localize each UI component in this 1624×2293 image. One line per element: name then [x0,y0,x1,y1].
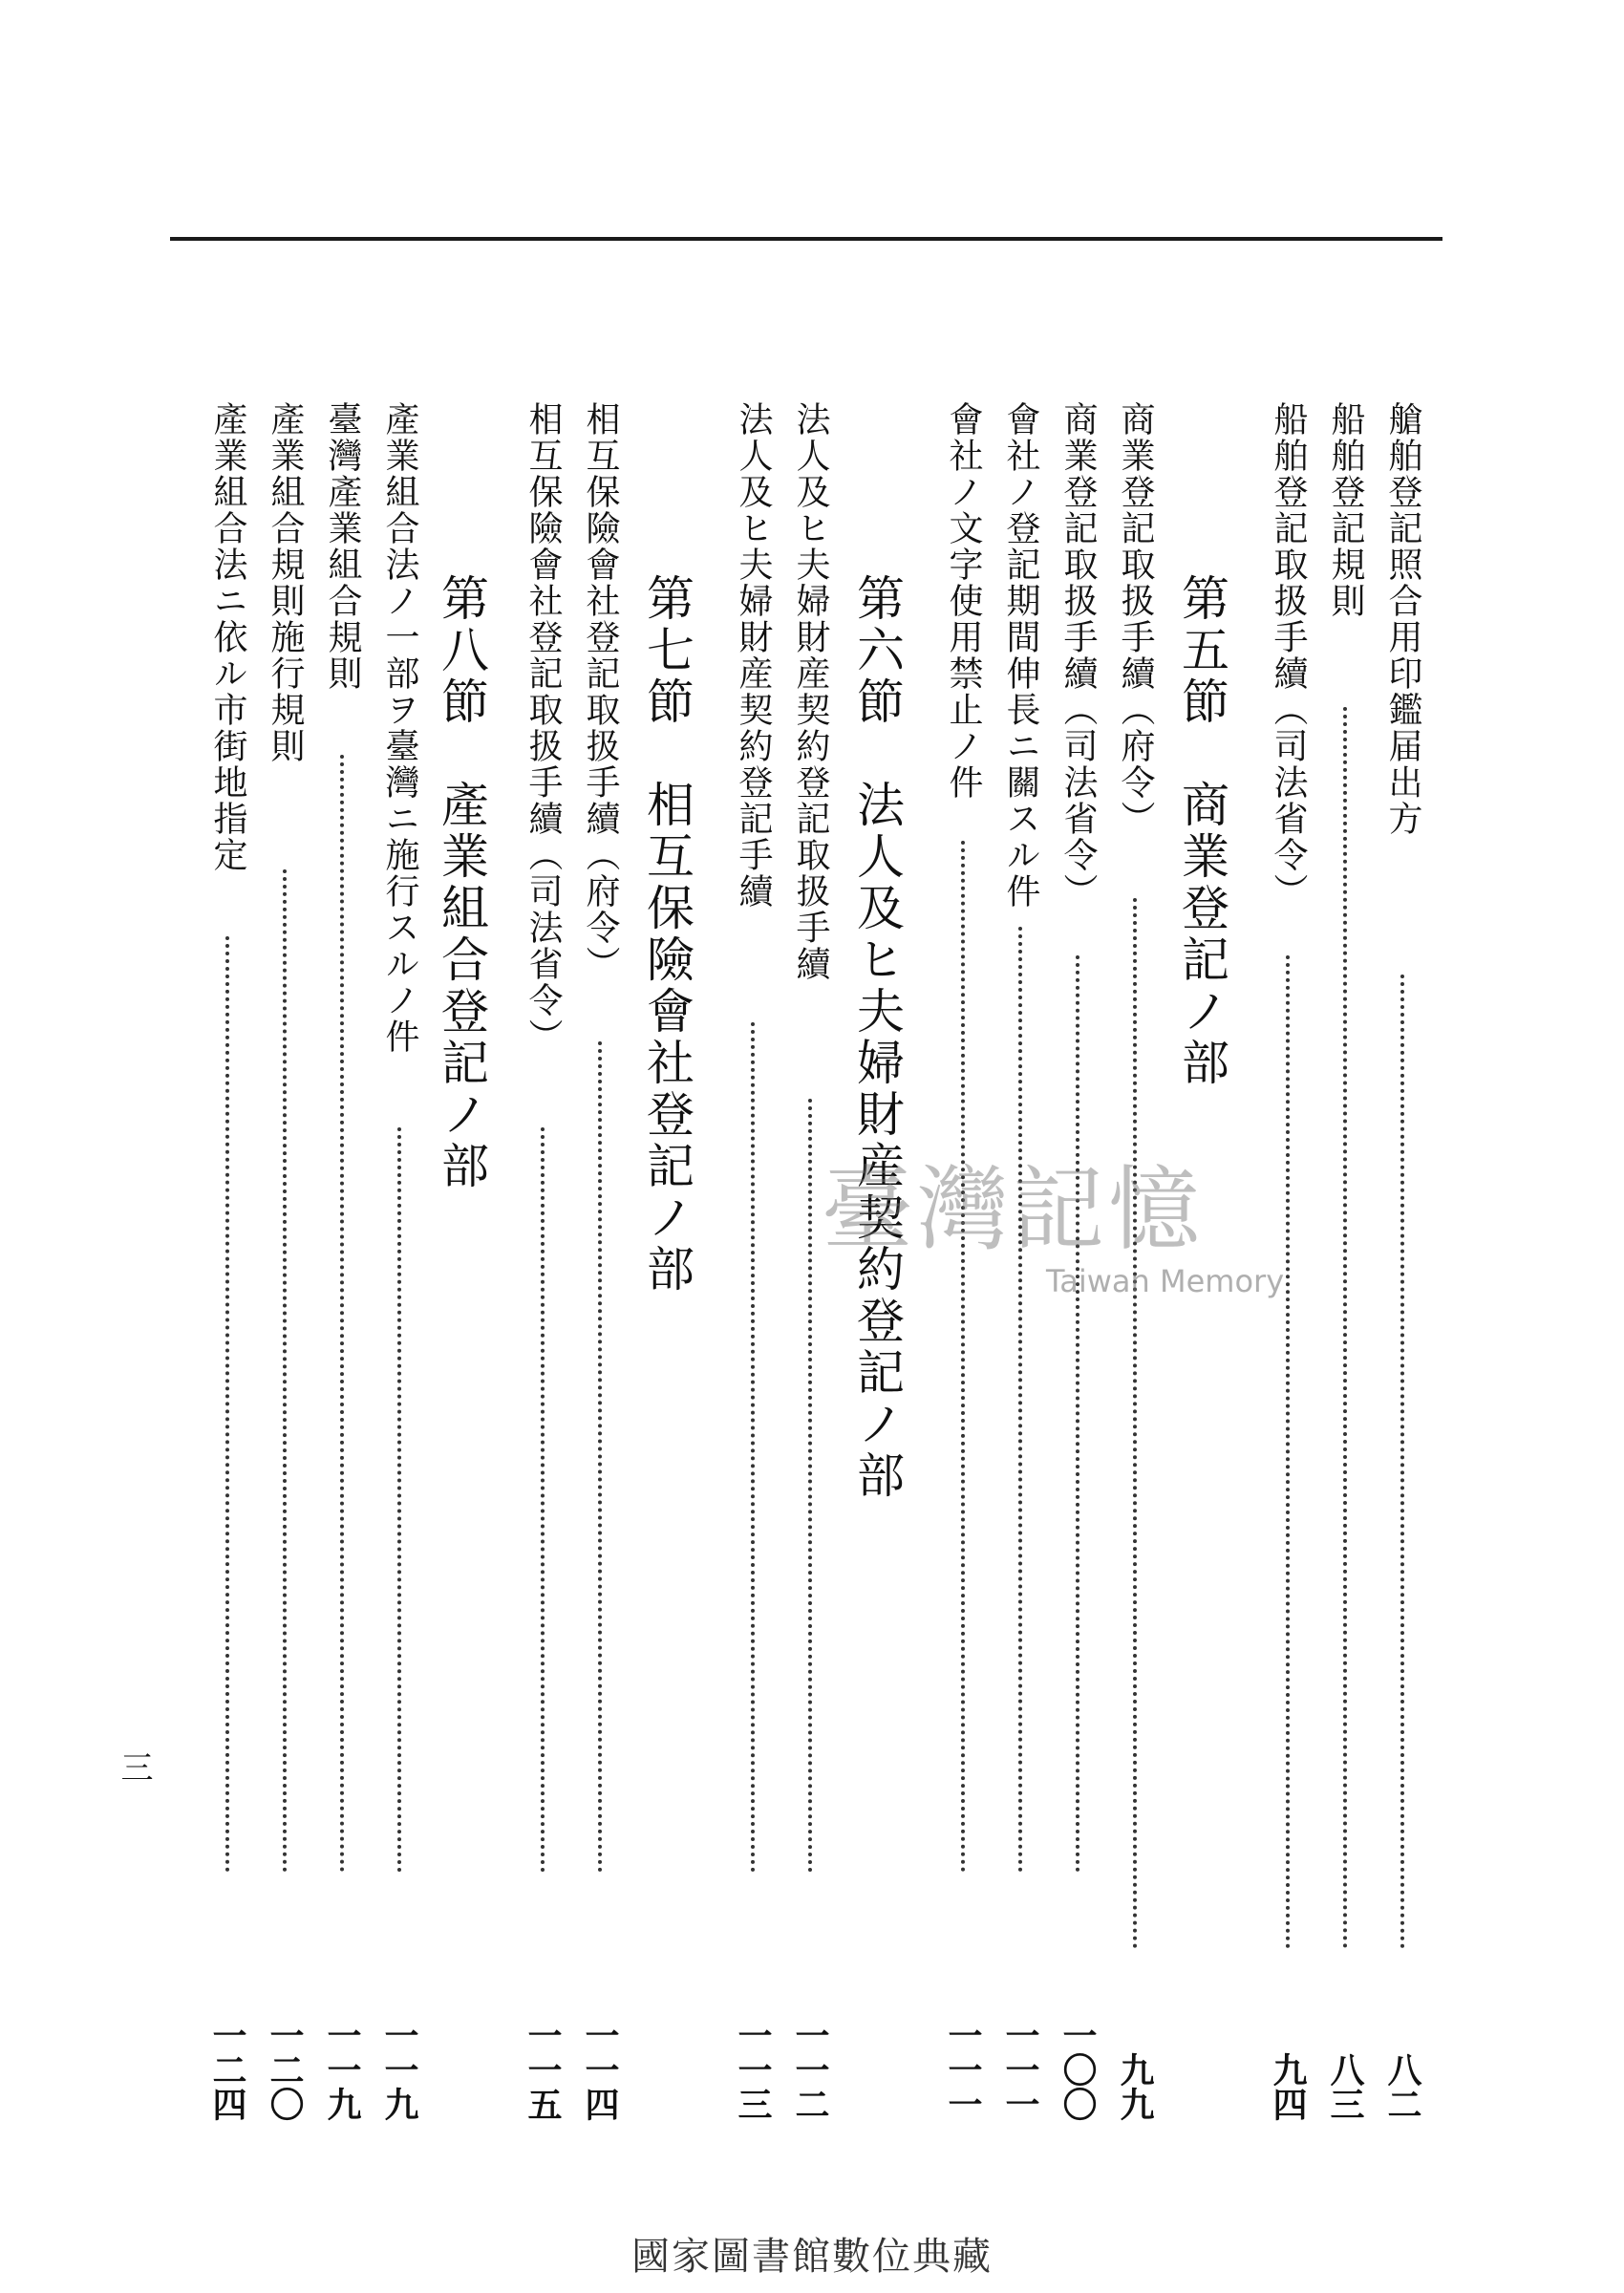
section-heading [640,573,694,2293]
dot-leader [1133,898,1137,1949]
dot-leader [283,869,287,1873]
dot-leader [225,936,229,1873]
entry-title: 商業登記取扱手續（司法省令） [1058,401,1098,910]
entry-title: 產業組合法ノ一部ヲ臺灣ニ施行スルノ件 [380,401,419,1055]
entry-title: 相互保險會社登記取扱手續（司法省令） [524,401,563,1055]
entry-page: 一二四 [207,2018,247,2121]
watermark-text: Taiwan Memory [1046,1263,1285,1299]
entry-title: 船舶登記規則 [1326,401,1365,619]
toc-entry [726,401,780,2121]
section-title: 第六節 法人及ヒ夫婦財産契約登記ノ部 [849,573,905,1502]
dot-leader [1343,707,1347,1949]
toc-entry [201,401,254,2121]
toc-entry [1376,401,1429,2121]
page-number: 三 [115,1750,153,1783]
entry-page: 一一九 [322,2018,362,2121]
dot-leader [397,1127,401,1873]
dot-leader [340,755,344,1873]
entry-page: 一二〇 [265,2018,305,2121]
entry-title: 艙舶登記照合用印鑑届出方 [1383,401,1422,837]
entry-page: 一一一 [1000,2018,1040,2121]
footer-credit: 國家圖書館數位典藏 [631,2235,993,2279]
dot-leader [541,1127,545,1873]
toc-entry [258,401,311,2121]
dot-leader [1018,927,1022,1873]
entry-page: 一一三 [733,2018,773,2121]
dot-leader [1076,955,1079,1873]
dot-leader [751,1022,755,1873]
entry-title: 船舶登記取扱手續（司法省令） [1269,401,1308,910]
entry-page: 一一一 [943,2018,983,2121]
toc-entry [1318,401,1372,2121]
dot-leader [808,1099,812,1873]
entry-title: 會社ノ登記期間伸長ニ關スル件 [1001,401,1040,910]
dot-leader [1286,955,1290,1949]
entry-title: 商業登記取扱手續（府令） [1116,401,1155,837]
toc-entry [315,401,369,2121]
toc-entry [516,401,569,2121]
dot-leader [961,841,965,1873]
toc-entry [573,401,627,2121]
entry-title: 法人及ヒ夫婦財産契約登記手續 [734,401,773,910]
dot-leader [1400,975,1404,1949]
section-title: 第七節 相互保險會社登記ノ部 [639,573,694,1296]
entry-page: 九四 [1268,2052,1308,2121]
toc-entry [1261,401,1314,2121]
section-heading [435,573,488,2293]
entry-title: 會社ノ文字使用禁止ノ件 [944,401,983,801]
entry-title: 法人及ヒ夫婦財産契約登記取扱手續 [791,401,830,982]
header-rule [170,237,1442,241]
section-heading [1175,573,1229,2293]
entry-page: 一一四 [580,2018,620,2121]
entry-page: 一一五 [523,2018,563,2121]
entry-page: 一一二 [790,2018,830,2121]
dot-leader [598,1041,602,1873]
entry-title: 產業組合規則施行規則 [266,401,305,764]
section-title: 第五節 商業登記ノ部 [1174,573,1229,1089]
entry-page: 八二 [1382,2052,1422,2121]
entry-page: 一〇〇 [1058,2018,1098,2121]
entry-page: 九九 [1115,2052,1155,2121]
toc-entry [373,401,426,2121]
section-heading [850,573,904,2293]
section-title: 第八節 產業組合登記ノ部 [434,573,489,1192]
entry-page: 八三 [1325,2052,1365,2121]
entry-title: 相互保險會社登記取扱手續（府令） [581,401,620,982]
entry-page: 一一九 [379,2018,419,2121]
entry-title: 臺灣產業組合規則 [323,401,362,692]
entry-title: 產業組合法ニ依ル市街地指定 [208,401,247,873]
watermark-logo: 臺灣記憶 [822,1156,1204,1263]
